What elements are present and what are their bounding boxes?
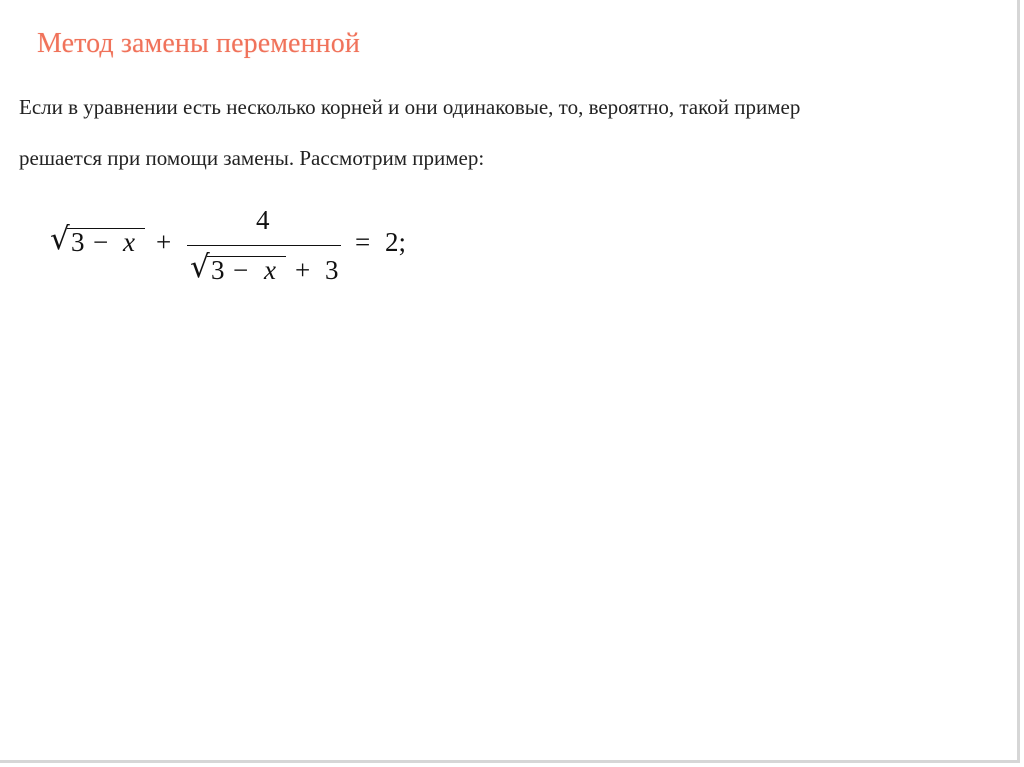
denominator-variable-x: x: [264, 255, 276, 285]
fraction-bar: [187, 245, 341, 246]
variable-x: x: [123, 227, 135, 257]
slide-title: Метод замены переменной: [37, 28, 360, 59]
radicand-number: 3: [71, 227, 85, 257]
paragraph-line-2: решается при помощи замены. Рассмотрим пример:: [19, 146, 485, 170]
minus-sign: −: [93, 227, 109, 257]
right-hand-side: 2;: [385, 227, 407, 257]
denominator-minus-sign: −: [233, 255, 249, 285]
sqrt-symbol: √: [50, 221, 70, 257]
denominator-plus-sign: +: [295, 255, 311, 285]
paragraph-line-1: Если в уравнении есть несколько корней и они одинаковые, то, вероятно, такой пример: [19, 95, 801, 119]
equals-sign: =: [355, 227, 371, 257]
denominator-radicand-number: 3: [211, 255, 225, 285]
fraction-numerator: 4: [256, 205, 270, 235]
plus-sign: +: [156, 227, 172, 257]
denominator-constant: 3: [325, 255, 339, 285]
denominator-sqrt-symbol: √: [190, 249, 210, 285]
